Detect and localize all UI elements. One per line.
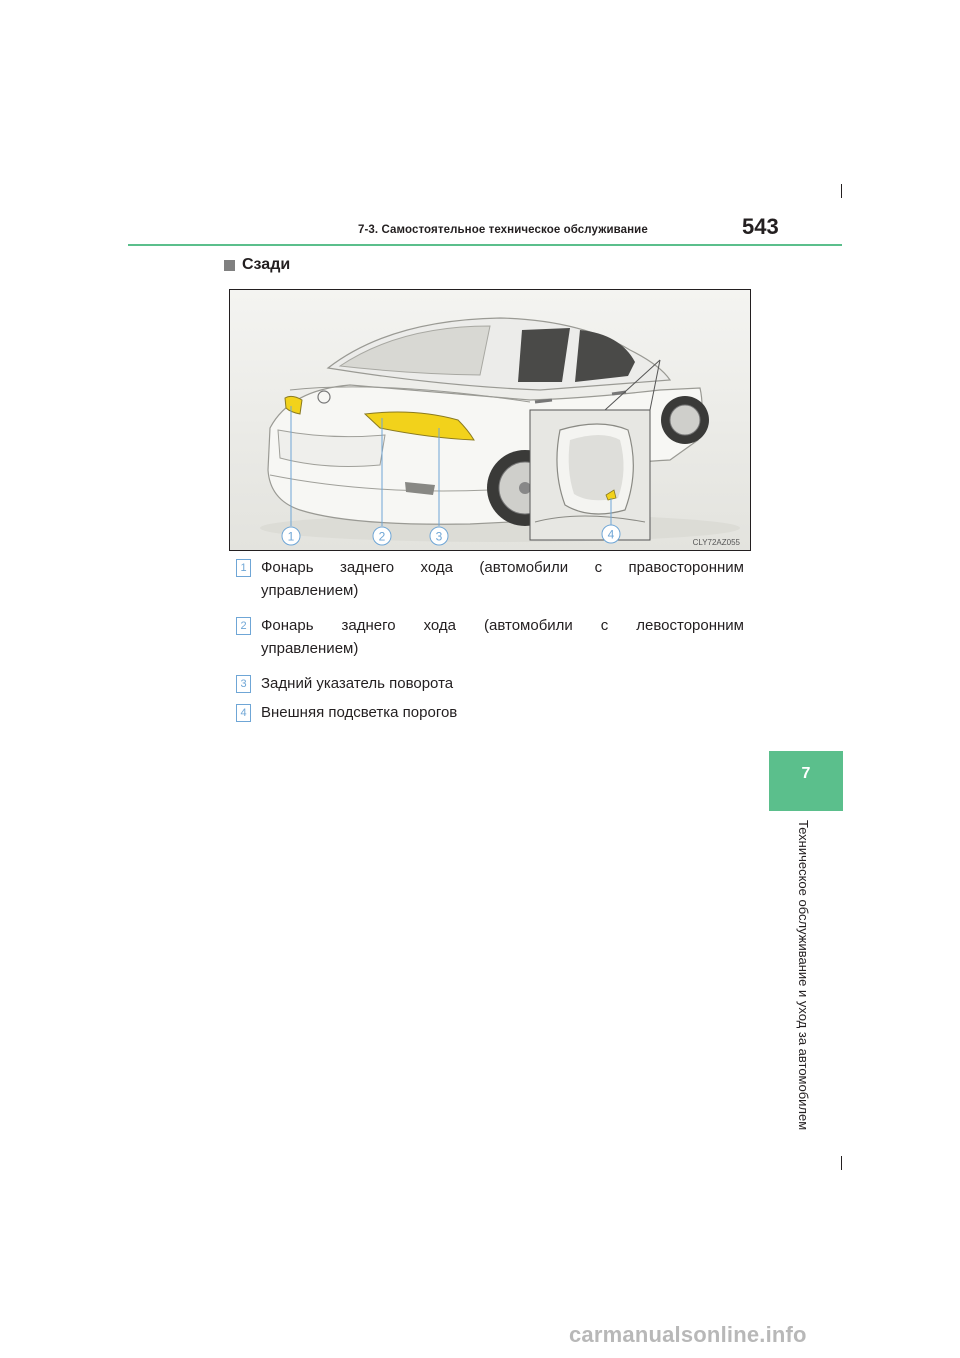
list-item	[236, 556, 744, 602]
subheading	[224, 256, 290, 274]
callout-1-label: 1	[287, 529, 295, 544]
chapter-title: Техническое обслуживание и уход за автомобилем	[796, 820, 811, 1131]
subheading-text: Сзади	[242, 256, 291, 273]
callout-2-label: 2	[378, 529, 386, 544]
callout-2	[373, 527, 391, 545]
chapter-tab	[769, 751, 843, 811]
item-number: 4	[236, 704, 251, 722]
callout-4	[602, 525, 620, 543]
list-item	[236, 614, 744, 660]
figure-code: CLY72AZ055	[692, 538, 740, 547]
chapter-title-vertical	[795, 820, 815, 1131]
item-text-line1: Фонарь заднего хода (автомобили с правосторонним	[261, 559, 744, 576]
item-number: 3	[236, 675, 251, 693]
car-rear-illustration	[230, 290, 750, 550]
crop-mark	[841, 184, 842, 198]
square-bullet-icon	[224, 260, 235, 271]
callout-3	[430, 527, 448, 545]
item-number: 2	[236, 617, 251, 635]
callout-4-label: 4	[607, 527, 615, 542]
item-text-line1: Фонарь заднего хода (автомобили с левосторонним	[261, 617, 744, 634]
callout-1	[282, 527, 300, 545]
page-number: 543	[742, 214, 779, 239]
header-rule	[128, 244, 842, 246]
callout-3-label: 3	[435, 529, 443, 544]
crop-mark	[841, 1156, 842, 1170]
chapter-number: 7	[801, 765, 811, 782]
item-text-line2: управлением)	[261, 640, 359, 657]
list-item	[236, 672, 744, 695]
item-text-line2: управлением)	[261, 582, 359, 599]
watermark: carmanualsonline.info	[569, 1322, 807, 1347]
item-number: 1	[236, 559, 251, 577]
rear-lights-figure	[229, 289, 751, 551]
item-list	[236, 556, 744, 736]
list-item	[236, 701, 744, 724]
item-text-line1: Задний указатель поворота	[261, 675, 454, 692]
section-title: 7-3. Самостоятельное техническое обслуживание	[358, 224, 648, 236]
item-text-line1: Внешняя подсветка порогов	[261, 704, 458, 721]
